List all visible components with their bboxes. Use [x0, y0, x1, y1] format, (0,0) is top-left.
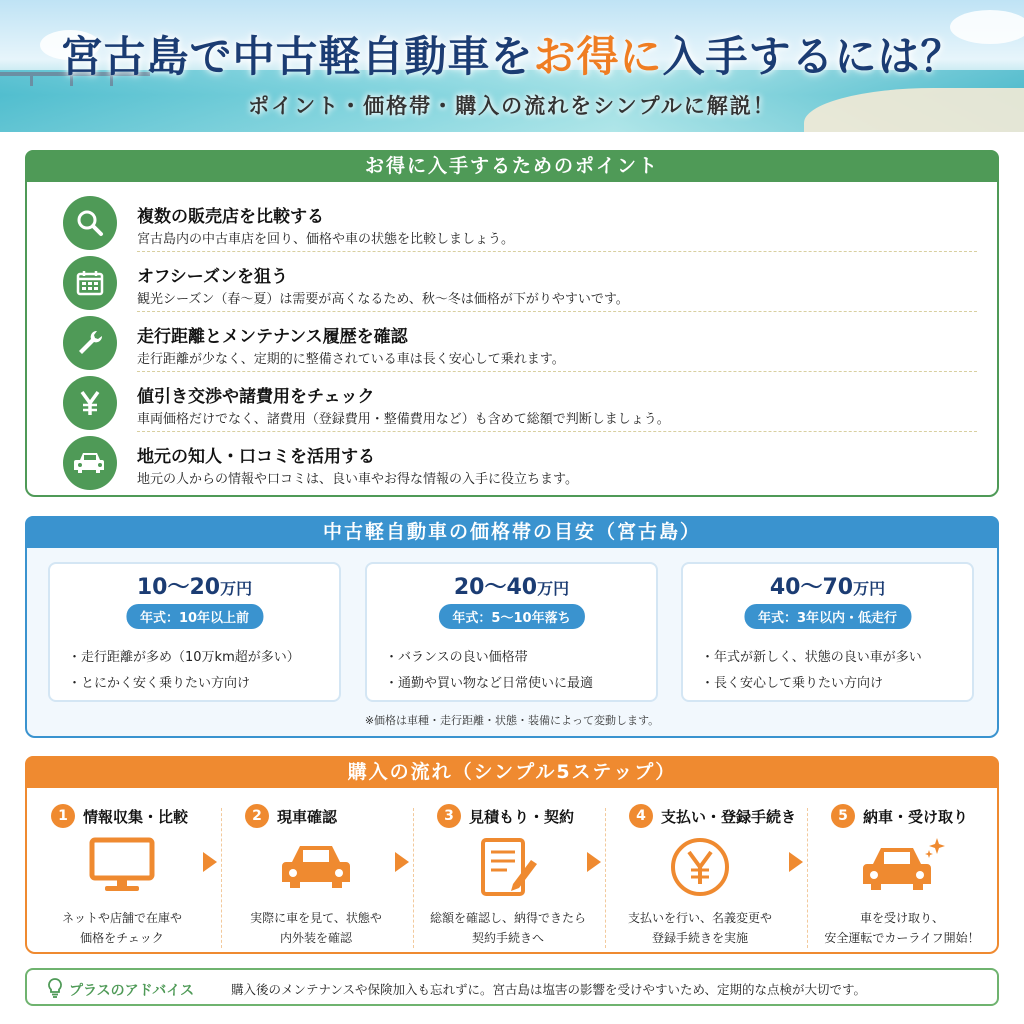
purchase-flow-panel — [25, 756, 999, 954]
advice-panel — [25, 968, 999, 1006]
point-item — [137, 192, 977, 252]
sparkle-car-icon — [813, 836, 991, 898]
price-range: 40〜70万円 — [769, 575, 886, 600]
step-number: 2 — [245, 804, 269, 828]
price-bullet: ・走行距離が多め（10万km超が多い） — [68, 650, 300, 665]
step-number: 5 — [831, 804, 855, 828]
step-number: 1 — [51, 804, 75, 828]
price-bullet: ・とにかく安く乗りたい方向け — [68, 676, 251, 691]
step-divider — [605, 808, 606, 948]
price-note: ※価格は車種・走行距離・状態・装備によって変動します。 — [364, 714, 660, 727]
point-title: オフシーズンを狙う — [137, 267, 288, 287]
step-desc: 実際に車を見て、状態や 内外装を確認 — [250, 911, 382, 945]
point-item — [137, 372, 977, 432]
step-number: 4 — [629, 804, 653, 828]
yen-coin-icon — [611, 836, 789, 898]
step-title: 現車確認 — [277, 808, 338, 826]
year-badge: 年式：10年以上前 — [126, 604, 263, 629]
flow-step — [33, 798, 211, 948]
point-desc: 宮古島内の中古車店を回り、価格や車の状態を比較しましょう。 — [137, 232, 515, 247]
price-panel — [25, 516, 999, 738]
arrow-right-icon — [395, 852, 409, 872]
advice-text: 購入後のメンテナンスや保険加入も忘れずに。宮古島は塩害の影響を受けやすいため、定期的な点検が大切です。 — [231, 982, 867, 997]
hero-banner — [0, 0, 1024, 132]
point-item — [137, 312, 977, 372]
price-bullet: ・年式が新しく、状態の良い車が多い — [701, 650, 922, 665]
step-title: 納車・受け取り — [863, 808, 969, 826]
step-desc: 総額を確認し、納得できたら 契約手続きへ — [429, 911, 586, 945]
step-divider — [413, 808, 414, 948]
price-range: 20〜40万円 — [453, 575, 570, 600]
price-range: 10〜20万円 — [136, 575, 253, 600]
price-card — [681, 562, 974, 702]
points-panel — [25, 150, 999, 497]
price-card — [365, 562, 658, 702]
arrow-right-icon — [203, 852, 217, 872]
search-icon — [63, 196, 117, 250]
point-desc: 観光シーズン（春〜夏）は需要が高くなるため、秋〜冬は価格が下がりやすいです。 — [137, 292, 629, 307]
step-divider — [221, 808, 222, 948]
page-subtitle: ポイント・価格帯・購入の流れをシンプルに解説！ — [248, 94, 776, 118]
point-item — [137, 432, 977, 492]
point-desc: 走行距離が少なく、定期的に整備されている車は長く安心して乗れます。 — [137, 352, 565, 367]
calendar-icon — [63, 256, 117, 310]
car-icon — [227, 836, 405, 898]
points-heading: お得に入手するためのポイント — [25, 150, 999, 182]
flow-step — [419, 798, 597, 948]
wrench-icon — [63, 316, 117, 370]
step-desc: 支払いを行い、名義変更や 登録手続きを実施 — [627, 911, 772, 945]
point-desc: 地元の人からの情報や口コミは、良い車やお得な情報の入手に役立ちます。 — [137, 472, 578, 487]
car-icon — [63, 436, 117, 490]
price-bullet: ・長く安心して乗りたい方向け — [701, 676, 884, 691]
year-badge: 年式：3年以内・低走行 — [744, 604, 911, 629]
lightbulb-icon — [47, 978, 63, 1002]
point-title: 地元の知人・口コミを活用する — [137, 447, 375, 467]
arrow-right-icon — [789, 852, 803, 872]
year-badge: 年式：5〜10年落ち — [438, 604, 584, 629]
point-title: 複数の販売店を比較する — [137, 207, 324, 227]
step-desc: 車を受け取り、 安全運転でカーライフ開始！ — [824, 911, 980, 945]
arrow-right-icon — [587, 852, 601, 872]
step-divider — [807, 808, 808, 948]
monitor-icon — [33, 836, 211, 898]
advice-label: プラスのアドバイス — [47, 978, 194, 1002]
flow-step — [227, 798, 405, 948]
yen-icon — [63, 376, 117, 430]
price-bullet: ・バランスの良い価格帯 — [385, 650, 528, 665]
price-card — [48, 562, 341, 702]
point-title: 走行距離とメンテナンス履歴を確認 — [137, 327, 408, 347]
step-number: 3 — [437, 804, 461, 828]
flow-step — [813, 798, 991, 948]
point-title: 値引き交渉や諸費用をチェック — [137, 387, 375, 407]
point-item — [137, 252, 977, 312]
flow-step — [611, 798, 797, 948]
point-desc: 車両価格だけでなく、諸費用（登録費用・整備費用など）も含めて総額で判断しましょう。 — [137, 412, 670, 427]
flow-heading: 購入の流れ（シンプル5ステップ） — [25, 756, 999, 788]
page-title: 宮古島で中古軽自動車をお得に入手するには？ — [60, 32, 964, 81]
price-bullet: ・通勤や買い物など日常使いに最適 — [385, 676, 594, 691]
document-pen-icon — [419, 836, 597, 898]
step-desc: ネットや店舗で在庫や 価格をチェック — [61, 911, 182, 945]
price-heading: 中古軽自動車の価格帯の目安（宮古島） — [25, 516, 999, 548]
step-title: 情報収集・比較 — [83, 808, 189, 826]
step-title: 支払い・登録手続き — [661, 808, 797, 826]
step-title: 見積もり・契約 — [469, 808, 575, 826]
